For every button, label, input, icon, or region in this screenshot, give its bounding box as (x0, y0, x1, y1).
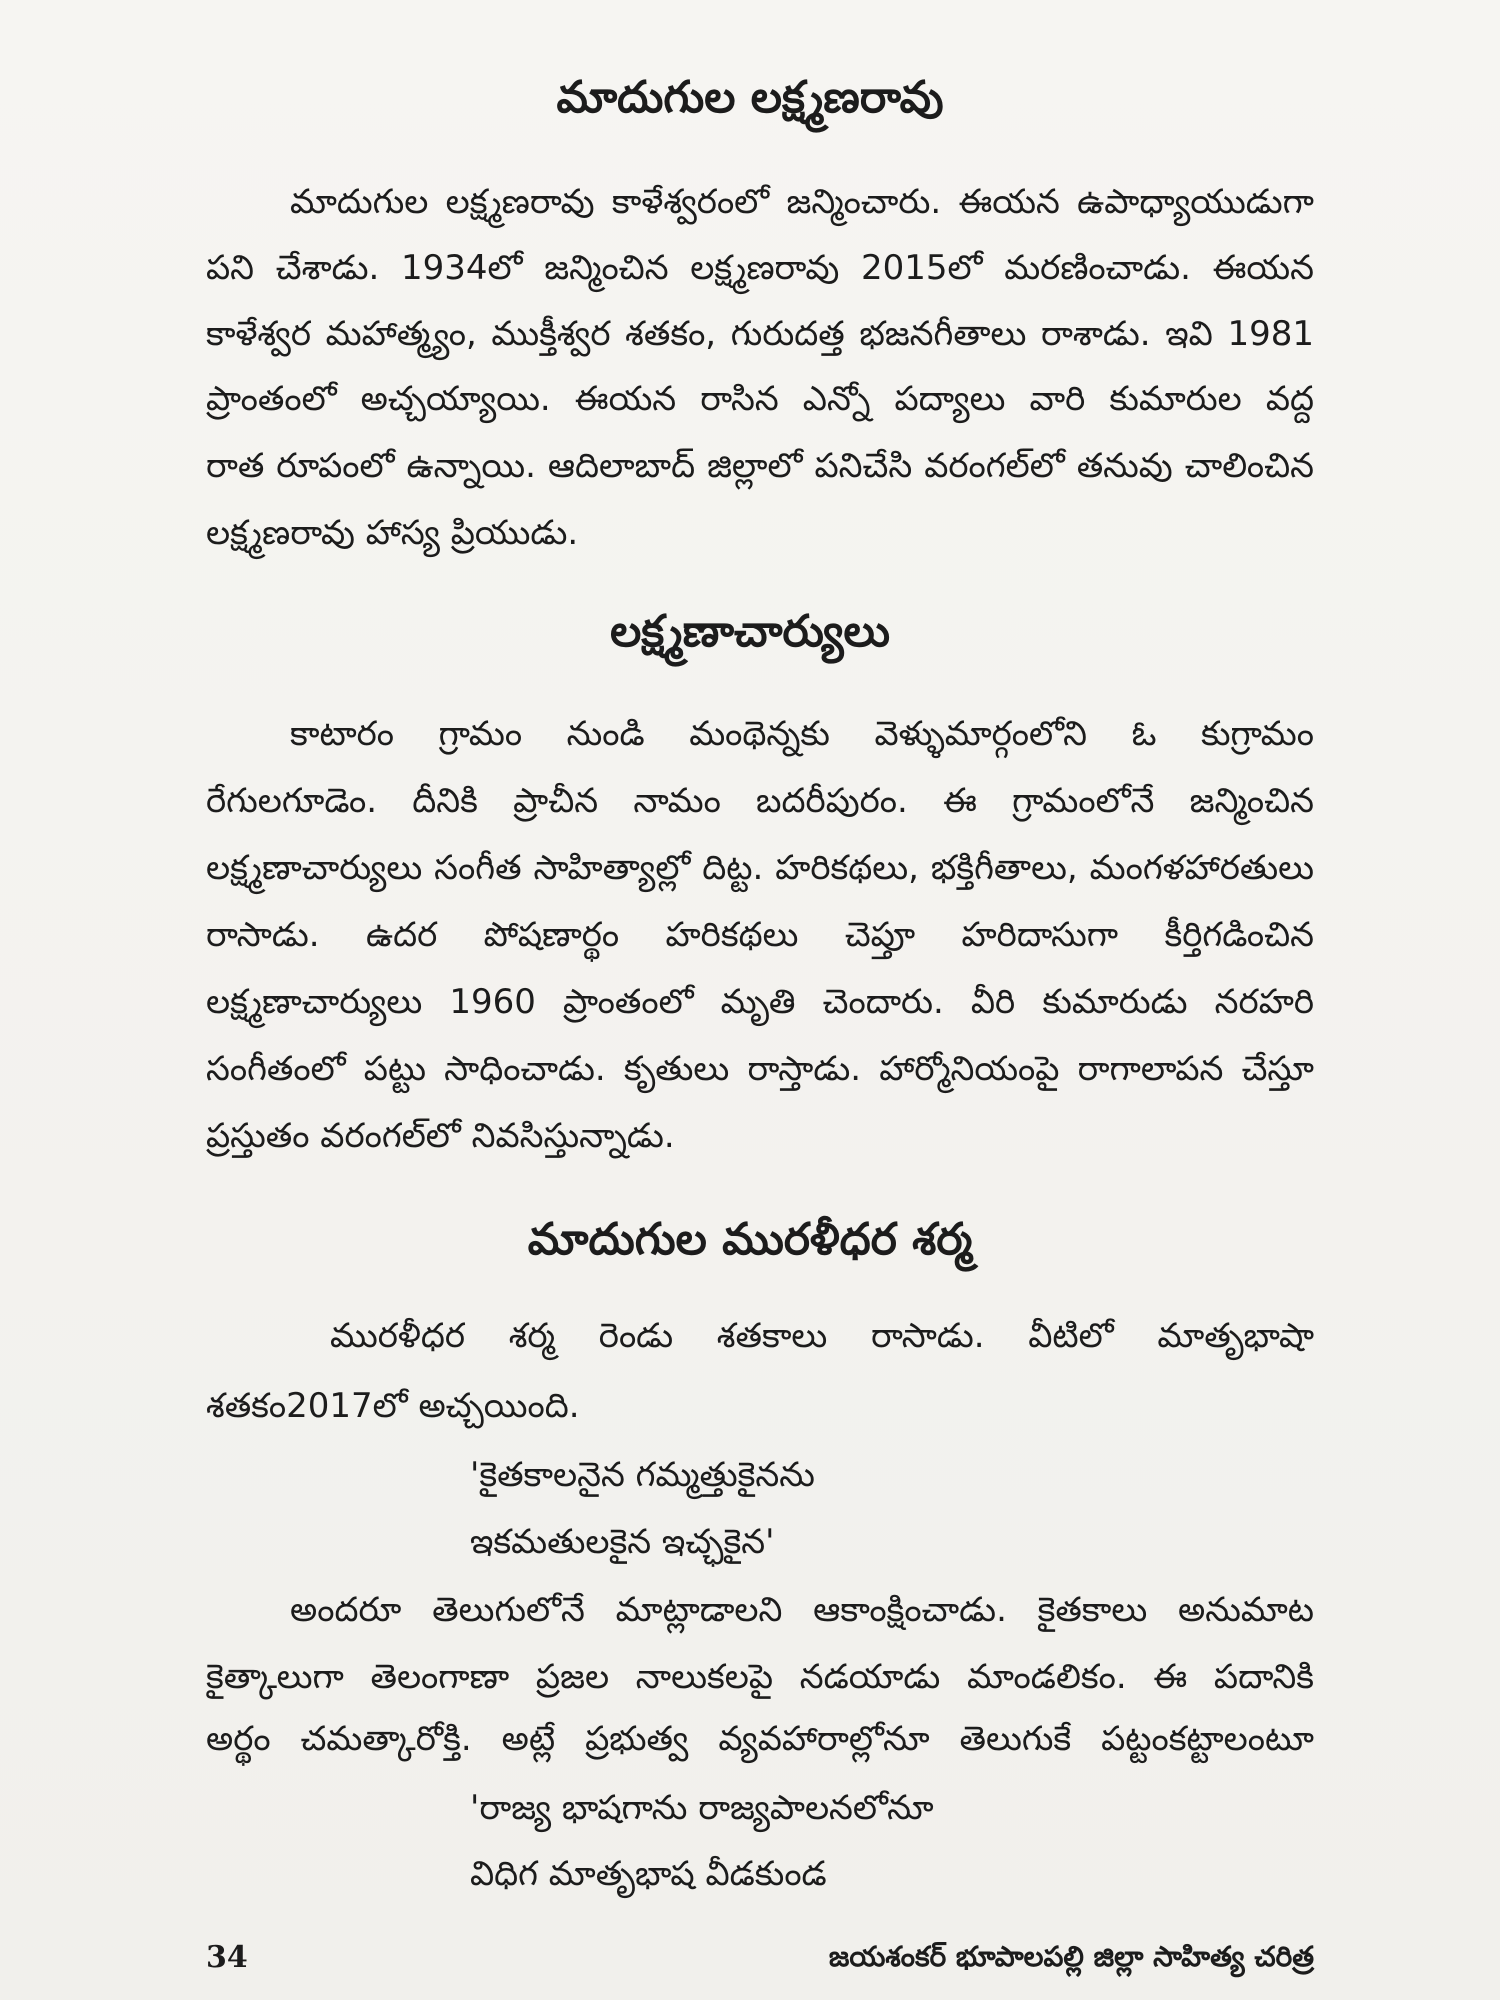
paragraph-line: లక్ష్మణరావు హాస్య ప్రియుడు. (206, 513, 579, 553)
verse-line: 'కైతకాలనైన గమ్మత్తుకైనను (470, 1455, 815, 1495)
paragraph-line: లక్ష్మణాచార్యులు సంగీత సాహిత్యాల్లో దిట్ట. హరికథలు, భక్తిగీతాలు, మంగళహారతులు (206, 848, 1314, 888)
verse-line: ఇకమతులకైన ఇచ్ఛకైన' (470, 1522, 775, 1562)
paragraph-line: ప్రస్తుతం వరంగల్‌లో నివసిస్తున్నాడు. (206, 1116, 675, 1156)
verse-line: 'రాజ్య భాషగాను రాజ్యపాలనలోనూ (470, 1788, 934, 1828)
paragraph-line: కైత్కాలుగా తెలంగాణా ప్రజల నాలుకలపై నడయాడు మాండలికం. ఈ పదానికి (206, 1657, 1314, 1697)
paragraph-line: రాత రూపంలో ఉన్నాయి. ఆదిలాబాద్ జిల్లాలో పనిచేసి వరంగల్‌లో తనువు చాలించిన (206, 446, 1314, 486)
paragraph-line: పని చేశాడు. 1934లో జన్మించిన లక్ష్మణరావు 2015లో మరణించాడు. ఈయన (206, 248, 1314, 288)
paragraph-line: అర్థం చమత్కారోక్తి. అట్లే ప్రభుత్వ వ్యవహారాల్లోనూ తెలుగుకే పట్టంకట్టాలంటూ (206, 1719, 1314, 1759)
paragraph-line: ప్రాంతంలో అచ్చయ్యాయి. ఈయన రాసిన ఎన్నో పద్యాలు వారి కుమారుల వద్ద (206, 379, 1314, 419)
section-title-lakshmanacharyulu: లక్ష్మణాచార్యులు (610, 606, 890, 657)
section-title-muralidhara-sharma: మాదుగుల మురళీధర శర్మ (527, 1214, 973, 1265)
page-number: 34 (206, 1940, 248, 1975)
running-footer-book-title: జయశంకర్ భూపాలపల్లి జిల్లా సాహిత్య చరిత్ర (828, 1940, 1314, 1973)
paragraph-line: శతకం2017లో అచ్చయింది. (206, 1386, 580, 1426)
paragraph-line: మాదుగుల లక్ష్మణరావు కాళేశ్వరంలో జన్మించారు. ఈయన ఉపాధ్యాయుడుగా (290, 182, 1314, 222)
paragraph-line: కాటారం గ్రామం నుండి మంథెన్నకు వెళ్ళుమార్గంలోని ఓ కుగ్రామం (290, 714, 1314, 754)
section-title-lakshmanarao: మాదుగుల లక్ష్మణరావు (556, 72, 944, 123)
paragraph-line: లక్ష్మణాచార్యులు 1960 ప్రాంతంలో మృతి చెందారు. వీరి కుమారుడు నరహరి (206, 982, 1314, 1022)
paragraph-line: రేగులగూడెం. దీనికి ప్రాచీన నామం బదరీపురం. ఈ గ్రామంలోనే జన్మించిన (206, 781, 1314, 821)
paragraph-line: అందరూ తెలుగులోనే మాట్లాడాలని ఆకాంక్షించాడు. కైతకాలు అనుమాట (290, 1590, 1314, 1630)
verse-line: విధిగ మాతృభాష వీడకుండ (470, 1854, 827, 1894)
paragraph-line: రాసాడు. ఉదర పోషణార్థం హరికథలు చెప్తూ హరిదాసుగా కీర్తిగడించిన (206, 915, 1314, 955)
paragraph-line: మురళీధర శర్మ రెండు శతకాలు రాసాడు. వీటిలో మాతృభాషా (330, 1316, 1314, 1356)
paragraph-line: కాళేశ్వర మహాత్మ్యం, ముక్తీశ్వర శతకం, గురుదత్త భజనగీతాలు రాశాడు. ఇవి 1981 (206, 314, 1314, 354)
paragraph-line: సంగీతంలో పట్టు సాధించాడు. కృతులు రాస్తాడు. హార్మోనియంపై రాగాలాపన చేస్తూ (206, 1049, 1315, 1089)
